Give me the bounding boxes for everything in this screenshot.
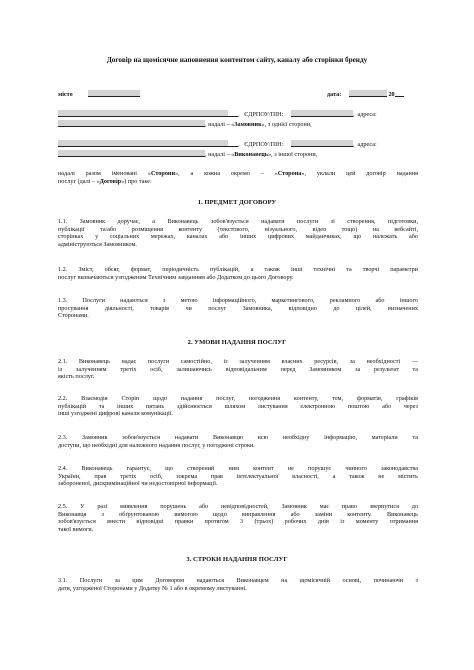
para-1-2: 1.2. Зміст, обсяг, формат, періодичність публікацій, а також інші технічні та творчі параметри послуг визначаються узгодженим Технічним завданням або Додатком до цього Договору. bbox=[58, 266, 418, 281]
contractor-address-label: адреса: bbox=[357, 141, 377, 148]
year-prefix: 20 bbox=[388, 91, 395, 98]
section-2-title: 2. УМОВИ НАДАННЯ ПОСЛУГ bbox=[187, 339, 287, 346]
contractor-role: Виконавець bbox=[234, 151, 269, 158]
city-line bbox=[58, 90, 140, 99]
customer-edrpou-label: ЄДРПОУ/ПІН: bbox=[244, 111, 284, 118]
contractor-line-1: , ЄДРПОУ/ПІН: , адреса: bbox=[58, 140, 377, 149]
date-line bbox=[327, 90, 404, 99]
para-2-4: 2.4. Виконавець гарантує, що створений ним контент не порушує чинного законодавства України, прав третіх осіб, зокрема прав інтелектуальної власності, а також не містить забороненої, дискримінаційної чи недостовірної інформації. bbox=[58, 465, 418, 488]
customer-edrpou-field[interactable] bbox=[291, 110, 353, 117]
para-1-3: 1.3. Послуги надаються з метою інформаційного, маркетингового, рекламного або іншого просування діяльності, товарів чи послуг Замовника, відповідно до цілей, визначених Сторонами. bbox=[58, 297, 418, 320]
city-field[interactable] bbox=[88, 90, 140, 97]
customer-address-field[interactable] bbox=[58, 120, 205, 127]
year-field[interactable] bbox=[395, 90, 404, 97]
para-3-1: 3.1. Послуги за цим Договором надаються Виконавцем на щомісячній основі, починаючи з дати, узгодженої Сторонами у Додатку № 1 або в окремому листуванні. bbox=[58, 577, 418, 592]
intro-line-1: надалі разом іменовані «Сторони», а кожна окремо – «Сторона», уклали цей договір надання bbox=[58, 170, 418, 177]
para-1-1: 1.1. Замовник доручає, а Виконавець зобов'язується надавати послуги зі створення, підготовки, публікації та/або розміщення контенту (текстового, візуального, відео тощо) на вебсайті, сторінках у соціальних мережах, каналах або інших цифрових майданчиках, що належать або адмініструються Замовником. bbox=[58, 218, 418, 248]
customer-name-field[interactable] bbox=[58, 110, 228, 117]
customer-line-2: , надалі – «Замовник», з однієї сторони, bbox=[58, 120, 312, 129]
contractor-address-field[interactable] bbox=[58, 150, 205, 157]
date-label: дата: bbox=[327, 91, 342, 98]
city-label: місто bbox=[58, 91, 73, 98]
contractor-edrpou-field[interactable] bbox=[291, 140, 353, 147]
intro-paragraph bbox=[58, 170, 418, 185]
intro-line-2: послуг (далі – «Договір») про таке: bbox=[58, 177, 152, 185]
customer-line-1: , ЄДРПОУ/ПІН: , адреса: bbox=[58, 110, 377, 119]
customer-address-label: адреса: bbox=[357, 111, 377, 118]
para-2-2: 2.2. Взаємодія Сторін щодо надання послуг, погодження контенту, тем, форматів, графіків публікацій та інших питань здійснюється шляхом листування електронною поштою або через інші узгоджені цифрові канали комунікації. bbox=[58, 395, 418, 418]
document-title: Договір на щомісячне наповнення контентом сайту, каналу або сторінки бренду bbox=[106, 56, 368, 64]
section-3-title: 3. СТРОКИ НАДАННЯ ПОСЛУГ bbox=[186, 556, 288, 563]
section-1-title: 1. ПРЕДМЕТ ДОГОВОРУ bbox=[197, 199, 277, 206]
para-2-1: 2.1. Виконавець надає послуги самостійно, із залученням власних ресурсів, за необхідності — із залученням третіх осіб, залишаючись відповідальним перед Замовником за результат та якість послуг. bbox=[58, 358, 418, 381]
para-2-5: 2.5. У разі виявлення порушень або невідповідностей, Замовник має право звернутися до Виконавця з обґрунтованою вимогою щодо виправлення або заміни контенту. Виконавець зобов'язується внести відповідні правки протягом 3 (трьох) робочих днів із моменту отримання такої вимоги. bbox=[58, 503, 418, 533]
date-field[interactable] bbox=[349, 90, 387, 97]
contractor-name-field[interactable] bbox=[58, 140, 228, 147]
contractor-line-2: , надалі – «Виконавець», з іншої сторони, bbox=[58, 150, 317, 159]
para-2-3: 2.3. Замовник зобов'язується надавати Виконавцю всю необхідну інформацію, матеріали та доступи, що необхідні для належного надання послуг, у погоджені строки. bbox=[58, 434, 418, 449]
customer-role: Замовник bbox=[234, 121, 262, 128]
contractor-edrpou-label: ЄДРПОУ/ПІН: bbox=[244, 141, 284, 148]
